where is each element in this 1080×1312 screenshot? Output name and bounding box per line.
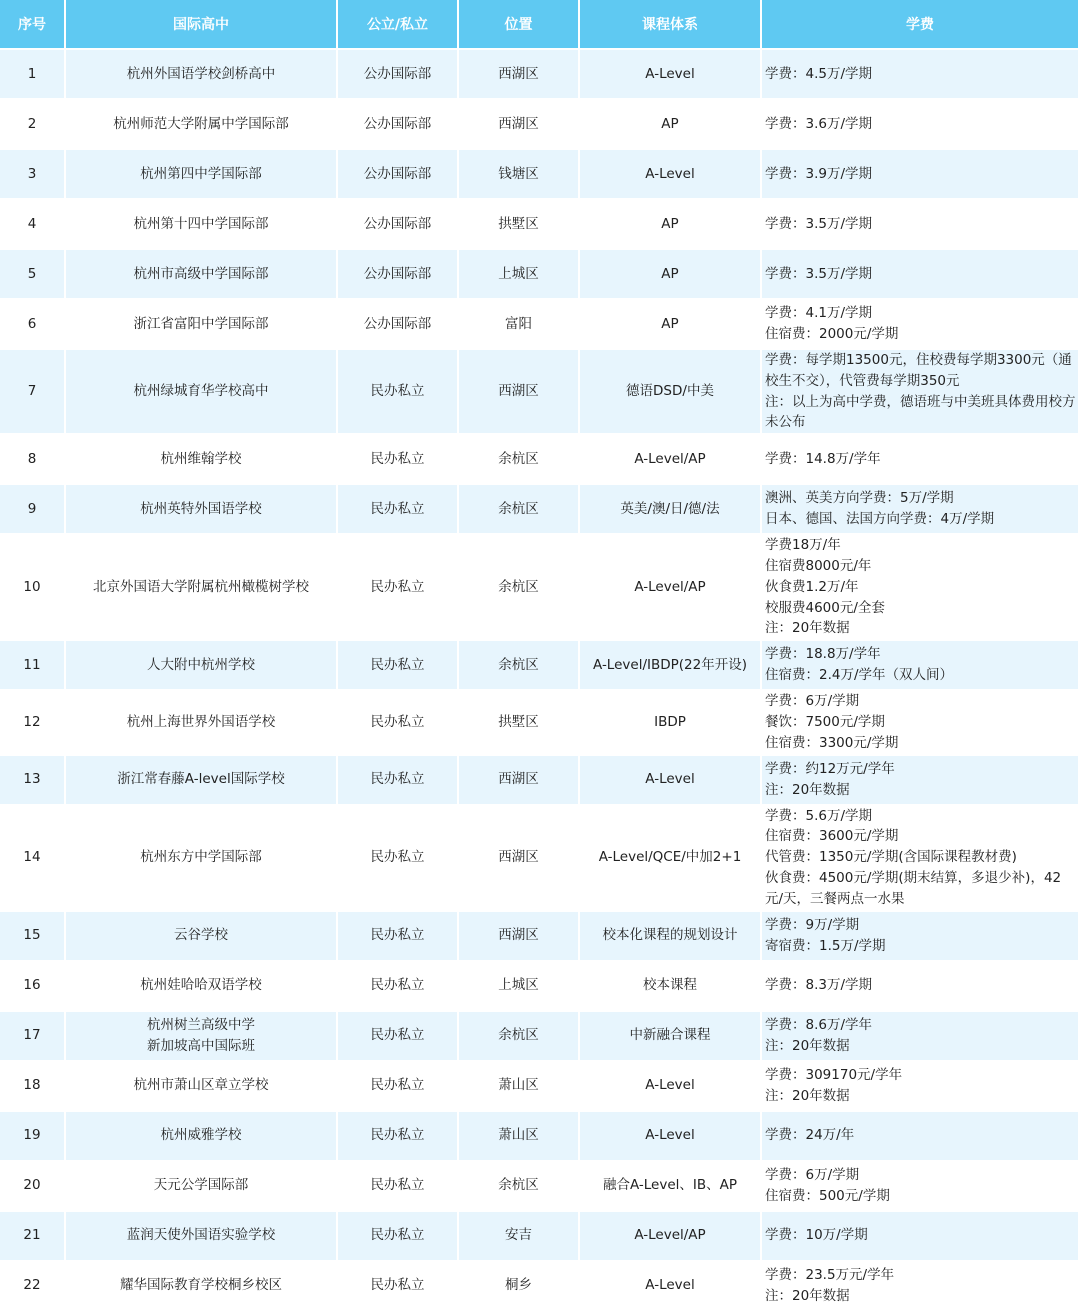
- school-type: 民办私立: [338, 641, 459, 691]
- curriculum: A-Level/AP: [580, 435, 762, 485]
- school-type: 公办国际部: [338, 200, 459, 250]
- school-location: 余杭区: [459, 1162, 580, 1212]
- curriculum: 中新融合课程: [580, 1012, 762, 1062]
- fee-info: 学费：3.9万/学期: [762, 150, 1080, 200]
- row-number: 7: [0, 350, 66, 435]
- row-number: 22: [0, 1262, 66, 1312]
- row-number: 1: [0, 50, 66, 100]
- row-number: 13: [0, 756, 66, 806]
- school-location: 西湖区: [459, 50, 580, 100]
- school-type: 民办私立: [338, 806, 459, 912]
- school-name: 杭州外国语学校剑桥高中: [66, 50, 338, 100]
- school-name: 人大附中杭州学校: [66, 641, 338, 691]
- school-name: 天元公学国际部: [66, 1162, 338, 1212]
- school-location: 西湖区: [459, 756, 580, 806]
- fee-info: 澳洲、英美方向学费：5万/学期 日本、德国、法国方向学费：4万/学期: [762, 485, 1080, 535]
- curriculum: A-Level/IBDP(22年开设): [580, 641, 762, 691]
- school-type: 民办私立: [338, 962, 459, 1012]
- fee-info: 学费：5.6万/学期 住宿费：3600元/学期 代管费：1350元/学期(含国际课程教材费) 伙食费：4500元/学期(期末结算，多退少补)，42元/天，三餐两点一水果: [762, 806, 1080, 912]
- row-number: 12: [0, 691, 66, 755]
- school-type: 民办私立: [338, 1162, 459, 1212]
- school-name: 杭州威雅学校: [66, 1112, 338, 1162]
- table-row: [0, 1112, 1080, 1162]
- school-name: 杭州市高级中学国际部: [66, 250, 338, 300]
- fee-info: 学费：3.5万/学期: [762, 250, 1080, 300]
- table-row: [0, 350, 1080, 435]
- header-no: 序号: [0, 0, 66, 50]
- row-number: 20: [0, 1162, 66, 1212]
- curriculum: A-Level/AP: [580, 1212, 762, 1262]
- school-location: 余杭区: [459, 435, 580, 485]
- table-row: [0, 300, 1080, 350]
- table-row: [0, 250, 1080, 300]
- school-location: 拱墅区: [459, 691, 580, 755]
- school-location: 余杭区: [459, 641, 580, 691]
- school-type: 民办私立: [338, 756, 459, 806]
- fee-info: 学费：23.5万元/学年 注：20年数据: [762, 1262, 1080, 1312]
- row-number: 9: [0, 485, 66, 535]
- curriculum: A-Level: [580, 1262, 762, 1312]
- table-row: [0, 641, 1080, 691]
- row-number: 16: [0, 962, 66, 1012]
- school-name: 杭州市萧山区章立学校: [66, 1062, 338, 1112]
- school-name: 杭州师范大学附属中学国际部: [66, 100, 338, 150]
- curriculum: 英美/澳/日/德/法: [580, 485, 762, 535]
- school-location: 西湖区: [459, 912, 580, 962]
- fee-info: 学费18万/年 住宿费8000元/年 伙食费1.2万/年 校服费4600元/全套 注：20年数据: [762, 535, 1080, 641]
- school-name: 浙江常春藤A-level国际学校: [66, 756, 338, 806]
- fee-info: 学费：24万/年: [762, 1112, 1080, 1162]
- fee-info: 学费：约12万元/学年 注：20年数据: [762, 756, 1080, 806]
- row-number: 3: [0, 150, 66, 200]
- school-name: 杭州上海世界外国语学校: [66, 691, 338, 755]
- curriculum: A-Level/QCE/中加2+1: [580, 806, 762, 912]
- table-row: [0, 691, 1080, 755]
- table-row: [0, 1212, 1080, 1262]
- school-name: 杭州英特外国语学校: [66, 485, 338, 535]
- table-row: [0, 200, 1080, 250]
- school-type: 民办私立: [338, 535, 459, 641]
- fee-info: 学费：18.8万/学年 住宿费：2.4万/学年（双人间）: [762, 641, 1080, 691]
- curriculum: A-Level: [580, 756, 762, 806]
- school-location: 桐乡: [459, 1262, 580, 1312]
- school-location: 上城区: [459, 962, 580, 1012]
- school-type: 民办私立: [338, 1062, 459, 1112]
- fee-info: 学费：6万/学期 住宿费：500元/学期: [762, 1162, 1080, 1212]
- curriculum: AP: [580, 300, 762, 350]
- curriculum: 融合A-Level、IB、AP: [580, 1162, 762, 1212]
- school-location: 富阳: [459, 300, 580, 350]
- curriculum: A-Level: [580, 150, 762, 200]
- row-number: 10: [0, 535, 66, 641]
- school-name: 杭州绿城育华学校高中: [66, 350, 338, 435]
- school-location: 余杭区: [459, 535, 580, 641]
- fee-info: 学费：8.3万/学期: [762, 962, 1080, 1012]
- school-type: 民办私立: [338, 1262, 459, 1312]
- curriculum: 德语DSD/中美: [580, 350, 762, 435]
- table-row: [0, 1262, 1080, 1312]
- curriculum: A-Level: [580, 50, 762, 100]
- fee-info: 学费：4.1万/学期 住宿费：2000元/学期: [762, 300, 1080, 350]
- school-name: 杭州树兰高级中学 新加坡高中国际班: [66, 1012, 338, 1062]
- row-number: 5: [0, 250, 66, 300]
- school-type: 民办私立: [338, 1012, 459, 1062]
- header-row: [0, 0, 1080, 50]
- school-name: 杭州第十四中学国际部: [66, 200, 338, 250]
- table-row: [0, 962, 1080, 1012]
- row-number: 21: [0, 1212, 66, 1262]
- fee-info: 学费：14.8万/学年: [762, 435, 1080, 485]
- fee-info: 学费：3.5万/学期: [762, 200, 1080, 250]
- row-number: 4: [0, 200, 66, 250]
- header-school: 国际高中: [66, 0, 338, 50]
- school-name: 杭州维翰学校: [66, 435, 338, 485]
- table-row: [0, 485, 1080, 535]
- curriculum: 校本课程: [580, 962, 762, 1012]
- fee-info: 学费：每学期13500元，住校费每学期3300元（通校生不交），代管费每学期350元 注：以上为高中学费，德语班与中美班具体费用校方未公布: [762, 350, 1080, 435]
- school-name: 云谷学校: [66, 912, 338, 962]
- fee-info: 学费：8.6万/学年 注：20年数据: [762, 1012, 1080, 1062]
- curriculum: AP: [580, 100, 762, 150]
- row-number: 11: [0, 641, 66, 691]
- row-number: 19: [0, 1112, 66, 1162]
- school-name: 浙江省富阳中学国际部: [66, 300, 338, 350]
- school-type: 公办国际部: [338, 150, 459, 200]
- table-row: [0, 150, 1080, 200]
- school-name: 蓝润天使外国语实验学校: [66, 1212, 338, 1262]
- curriculum: A-Level/AP: [580, 535, 762, 641]
- school-location: 安吉: [459, 1212, 580, 1262]
- school-location: 拱墅区: [459, 200, 580, 250]
- curriculum: AP: [580, 250, 762, 300]
- school-type: 民办私立: [338, 691, 459, 755]
- school-location: 西湖区: [459, 100, 580, 150]
- table-row: [0, 1062, 1080, 1112]
- row-number: 15: [0, 912, 66, 962]
- table-row: [0, 1162, 1080, 1212]
- school-name: 耀华国际教育学校桐乡校区: [66, 1262, 338, 1312]
- curriculum: AP: [580, 200, 762, 250]
- school-location: 上城区: [459, 250, 580, 300]
- fee-info: 学费：6万/学期 餐饮：7500元/学期 住宿费：3300元/学期: [762, 691, 1080, 755]
- row-number: 14: [0, 806, 66, 912]
- fee-info: 学费：3.6万/学期: [762, 100, 1080, 150]
- school-location: 萧山区: [459, 1062, 580, 1112]
- school-type: 公办国际部: [338, 100, 459, 150]
- fee-info: 学费：309170元/学年 注：20年数据: [762, 1062, 1080, 1112]
- table-row: [0, 535, 1080, 641]
- table-row: [0, 1012, 1080, 1062]
- table-row: [0, 912, 1080, 962]
- school-name: 杭州娃哈哈双语学校: [66, 962, 338, 1012]
- row-number: 2: [0, 100, 66, 150]
- school-location: 西湖区: [459, 806, 580, 912]
- header-curriculum: 课程体系: [580, 0, 762, 50]
- school-location: 余杭区: [459, 485, 580, 535]
- table-row: [0, 100, 1080, 150]
- curriculum: A-Level: [580, 1062, 762, 1112]
- fee-info: 学费：4.5万/学期: [762, 50, 1080, 100]
- table-row: [0, 756, 1080, 806]
- school-name: 杭州第四中学国际部: [66, 150, 338, 200]
- table-row: [0, 435, 1080, 485]
- school-type: 公办国际部: [338, 300, 459, 350]
- school-location: 西湖区: [459, 350, 580, 435]
- header-fee: 学费: [762, 0, 1080, 50]
- school-location: 萧山区: [459, 1112, 580, 1162]
- row-number: 18: [0, 1062, 66, 1112]
- school-type: 民办私立: [338, 435, 459, 485]
- fee-info: 学费：9万/学期 寄宿费：1.5万/学期: [762, 912, 1080, 962]
- school-type: 公办国际部: [338, 50, 459, 100]
- school-name: 北京外国语大学附属杭州橄榄树学校: [66, 535, 338, 641]
- school-type: 公办国际部: [338, 250, 459, 300]
- header-type: 公立/私立: [338, 0, 459, 50]
- school-type: 民办私立: [338, 350, 459, 435]
- school-type: 民办私立: [338, 1212, 459, 1262]
- row-number: 6: [0, 300, 66, 350]
- school-name: 杭州东方中学国际部: [66, 806, 338, 912]
- school-type: 民办私立: [338, 485, 459, 535]
- table-row: [0, 50, 1080, 100]
- curriculum: IBDP: [580, 691, 762, 755]
- row-number: 8: [0, 435, 66, 485]
- curriculum: A-Level: [580, 1112, 762, 1162]
- curriculum: 校本化课程的规划设计: [580, 912, 762, 962]
- school-type: 民办私立: [338, 912, 459, 962]
- table-row: [0, 806, 1080, 912]
- header-location: 位置: [459, 0, 580, 50]
- school-location: 钱塘区: [459, 150, 580, 200]
- fee-info: 学费：10万/学期: [762, 1212, 1080, 1262]
- school-location: 余杭区: [459, 1012, 580, 1062]
- row-number: 17: [0, 1012, 66, 1062]
- school-type: 民办私立: [338, 1112, 459, 1162]
